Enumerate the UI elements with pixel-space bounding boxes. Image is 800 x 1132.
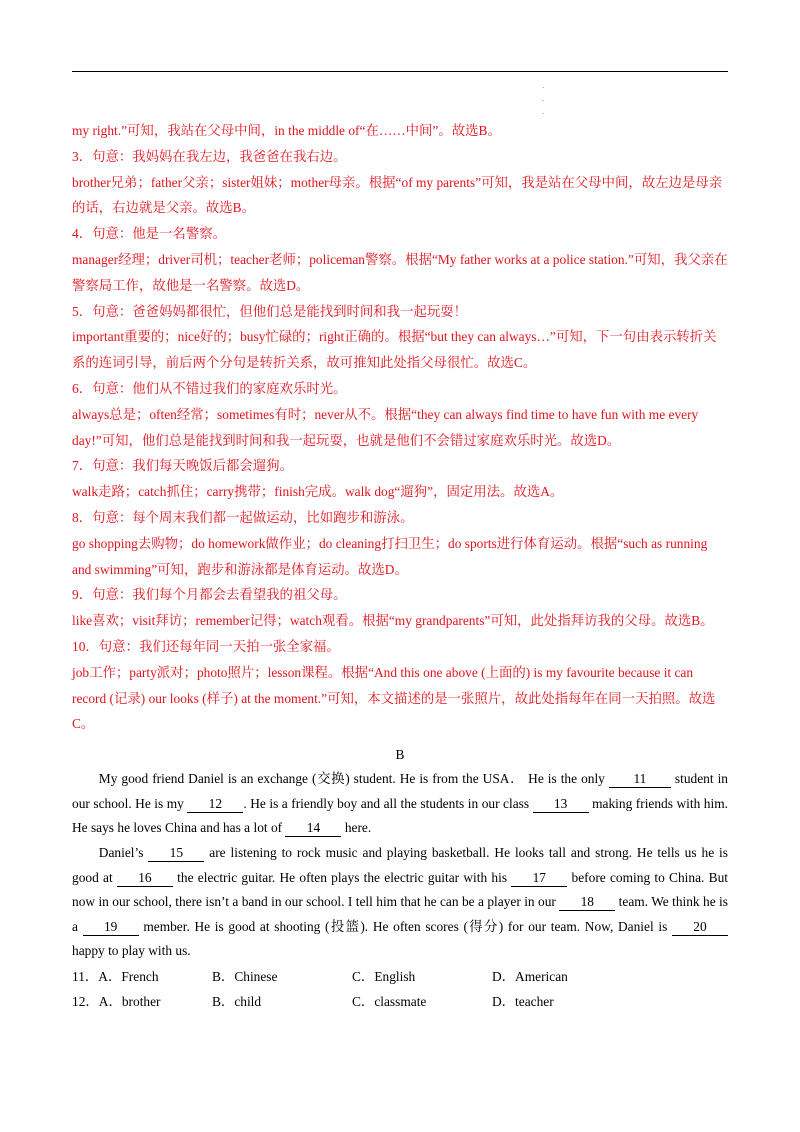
- blank-14: 14: [285, 820, 341, 837]
- explanation-line: like喜欢；visit拜访；remember记得；watch观看。根据“my grandparents”可知，此处指拜访我的父母。故选B。: [72, 613, 714, 629]
- explanation-line: job工作；party派对；photo照片；lesson课程。根据“And this one above (上面的) is my favourite because it can record (记录) our looks (样子) at the moment.”可知，本文描述的是一张照片，故此处指每年在同一天拍照。故选C。: [72, 664, 716, 732]
- explanation-line: 5．句意：爸爸妈妈都很忙，但他们总是能找到时间和我一起玩耍！: [72, 303, 468, 319]
- option-c: C．English: [352, 968, 416, 984]
- blank-16: 16: [117, 870, 173, 887]
- explanation-line: 6．句意：他们从不错过我们的家庭欢乐时光。: [72, 380, 347, 396]
- section-title: B: [395, 747, 405, 763]
- passage-text: the electric guitar. He often plays the electric guitar with his: [172, 869, 512, 885]
- passage-text: team. We think he is a: [72, 894, 728, 934]
- option-c: C．classmate: [352, 994, 427, 1010]
- explanation-line: my right.”可知，我站在父母中间，in the middle of“在……中间”。故选B。: [72, 123, 501, 138]
- question-number: 11．: [72, 968, 99, 984]
- explanation-line: 3．句意：我妈妈在我左边，我爸爸在我右边。: [72, 148, 347, 164]
- header-rule: [72, 71, 728, 72]
- option-a: A．French: [98, 968, 159, 984]
- cloze-passage: [72, 767, 728, 964]
- question-options: [72, 964, 728, 1015]
- passage-text: before coming to China. But now in our school, there isn’t a band in our school. I tell him that he can be a player in our: [72, 869, 728, 910]
- blank-12: 12: [187, 796, 243, 813]
- explanation-line: walk走路；catch抓住；carry携带；finish完成。walk dog“遛狗”，固定用法。故选A。: [72, 484, 564, 500]
- passage-paragraph-1: [72, 767, 728, 841]
- answer-explanations: [72, 118, 728, 737]
- blank-11: 11: [609, 771, 671, 788]
- blank-17: 17: [511, 870, 567, 887]
- passage-text: are listening to rock music and playing basketball. He looks tall and strong. He tells us he is good at: [72, 844, 728, 885]
- passage-paragraph-2: [72, 841, 728, 964]
- explanation-line: always总是；often经常；sometimes有时；never从不。根据“they can always find time to have fun with me every day!”可知，他们总是能找到时间和我一起玩耍，也就是他们不会错过家庭欢乐时光。故选D。: [72, 406, 699, 448]
- explanation-line: go shopping去购物；do homework做作业；do cleaning打扫卫生；do sports进行体育运动。根据“such as running and swimming”可知，跑步和游泳都是体育运动。故选D。: [72, 535, 708, 577]
- passage-text: student in our school. He is my: [72, 771, 728, 811]
- blank-20: 20: [672, 919, 728, 936]
- question-number: 12．: [72, 994, 99, 1010]
- passage-text: here.: [341, 820, 372, 836]
- question-11: [72, 964, 728, 990]
- passage-text: . He is a friendly boy and all the students in our class: [243, 795, 533, 811]
- passage-text: happy to play with us.: [72, 943, 191, 959]
- explanation-line: 8．句意：每个周末我们都一起做运动，比如跑步和游泳。: [72, 509, 414, 525]
- passage-text: Daniel’s: [98, 844, 149, 860]
- blank-19: 19: [83, 919, 139, 936]
- explanation-line: brother兄弟；father父亲；sister姐妹；mother母亲。根据“of my parents”可知，我是站在父母中间，故左边是母亲的话，右边就是父亲。故选B。: [72, 174, 723, 216]
- option-b: B．Chinese: [212, 968, 278, 984]
- explanation-line: 9．句意：我们每个月都会去看望我的祖父母。: [72, 587, 347, 603]
- header-dots: · · ·: [542, 84, 545, 118]
- option-a: A．brother: [98, 994, 161, 1010]
- passage-text: My good friend Daniel is an exchange (交换) student. He is from the USA． He is the only: [98, 771, 609, 787]
- passage-text: making friends with him. He says he loves China and has a lot of: [72, 795, 728, 836]
- explanation-line: important重要的；nice好的；busy忙碌的；right正确的。根据“but they can always…”可知，下一句由表示转折关系的连词引导，前后两个分句是转折关系，故可推知此处指父母很忙。故选C。: [72, 329, 717, 371]
- blank-18: 18: [559, 894, 615, 911]
- option-d: D．teacher: [492, 994, 554, 1010]
- page-content: [72, 118, 728, 1015]
- option-d: D．American: [492, 968, 568, 984]
- blank-13: 13: [533, 796, 589, 813]
- explanation-line: 10．句意：我们还每年同一天拍一张全家福。: [72, 638, 340, 654]
- explanation-line: 7．句意：我们每天晚饭后都会遛狗。: [72, 458, 293, 474]
- question-12: [72, 989, 728, 1015]
- passage-text: member. He is good at shooting (投篮). He often scores (得分) for our team. Now, Daniel is: [138, 918, 672, 934]
- explanation-line: manager经理；driver司机；teacher老师；policeman警察。根据“My father works at a police station.”可知，我父亲在警察局工作，故他是一名警察。故选D。: [72, 251, 728, 293]
- option-b: B．child: [212, 994, 262, 1010]
- blank-15: 15: [148, 845, 204, 862]
- explanation-line: 4．句意：他是一名警察。: [72, 226, 226, 242]
